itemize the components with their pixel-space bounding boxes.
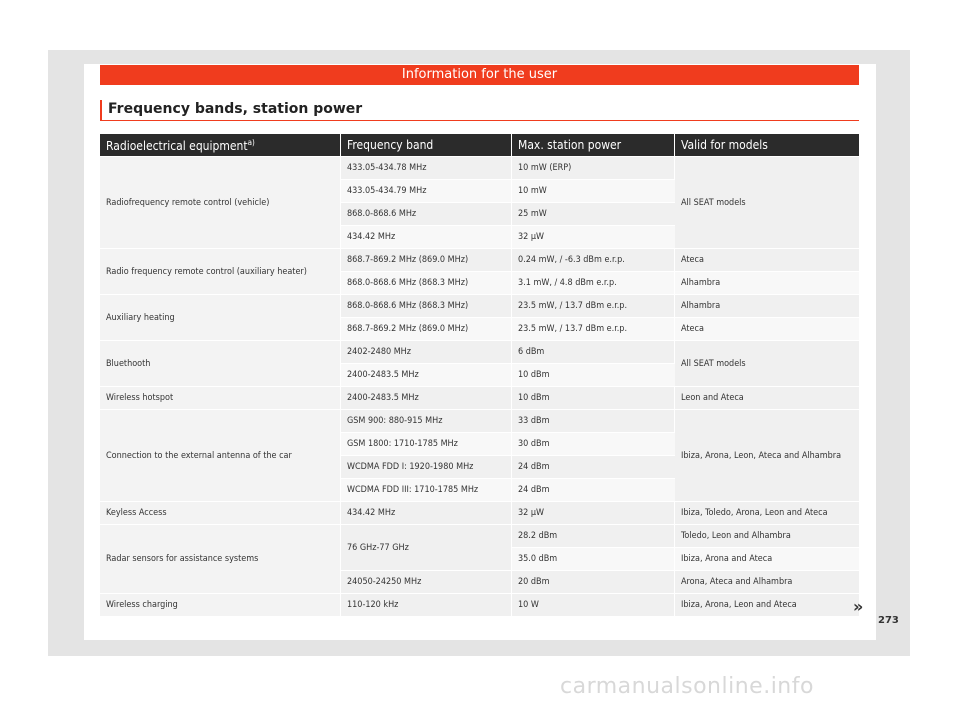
power-cell: 24 dBm [512, 479, 675, 501]
frequency-cell: WCDMA FDD III: 1710-1785 MHz [341, 479, 512, 501]
models-cell: Ibiza, Arona, Leon and Ateca [675, 594, 859, 616]
chapter-header: Information for the user [100, 65, 859, 85]
models-cell: Arona, Ateca and Alhambra [675, 571, 859, 593]
models-cell: Toledo, Leon and Alhambra [675, 525, 859, 547]
frequency-cell: 434.42 MHz [341, 502, 512, 524]
frequency-cell: 868.7-869.2 MHz (869.0 MHz) [341, 249, 512, 271]
power-cell: 10 dBm [512, 364, 675, 386]
power-cell: 10 W [512, 594, 675, 616]
power-cell: 32 µW [512, 226, 675, 248]
footnote-marker: a) [247, 137, 255, 147]
frequency-cell: 76 GHz-77 GHz [341, 525, 512, 570]
power-cell: 33 dBm [512, 410, 675, 432]
table-row [100, 295, 859, 317]
power-cell: 10 dBm [512, 387, 675, 409]
models-cell: Alhambra [675, 295, 859, 317]
frequency-cell: 24050-24250 MHz [341, 571, 512, 593]
equipment-cell: Radiofrequency remote control (vehicle) [100, 157, 341, 248]
section-marker [100, 100, 102, 120]
frequency-cell: 868.0-868.6 MHz (868.3 MHz) [341, 272, 512, 294]
double-chevron-right-icon[interactable]: » [853, 597, 864, 616]
equipment-cell: Bluethooth [100, 341, 341, 386]
power-cell: 6 dBm [512, 341, 675, 363]
frequency-cell: 868.0-868.6 MHz [341, 203, 512, 225]
power-cell: 23.5 mW, / 13.7 dBm e.r.p. [512, 318, 675, 340]
table-row [100, 502, 859, 524]
frequency-cell: WCDMA FDD I: 1920-1980 MHz [341, 456, 512, 478]
models-cell: Leon and Ateca [675, 387, 859, 409]
models-cell: Ibiza, Arona and Ateca [675, 548, 859, 570]
models-cell: Ateca [675, 318, 859, 340]
table-header-row [100, 134, 859, 156]
table-row [100, 157, 859, 179]
frequency-cell: 434.42 MHz [341, 226, 512, 248]
table-row [100, 410, 859, 432]
equipment-cell: Radar sensors for assistance systems [100, 525, 341, 593]
power-cell: 0.24 mW, / -6.3 dBm e.r.p. [512, 249, 675, 271]
frequency-cell: 2400-2483.5 MHz [341, 387, 512, 409]
power-cell: 23.5 mW, / 13.7 dBm e.r.p. [512, 295, 675, 317]
column-header-power: Max. station power [512, 134, 675, 156]
frequency-cell: 868.7-869.2 MHz (869.0 MHz) [341, 318, 512, 340]
power-cell: 35.0 dBm [512, 548, 675, 570]
equipment-cell: Wireless hotspot [100, 387, 341, 409]
frequency-cell: GSM 900: 880-915 MHz [341, 410, 512, 432]
table-body [100, 157, 859, 616]
power-cell: 28.2 dBm [512, 525, 675, 547]
section-rule [100, 120, 859, 121]
column-header-frequency: Frequency band [341, 134, 512, 156]
equipment-cell: Radio frequency remote control (auxiliary heater) [100, 249, 341, 294]
models-cell: Ibiza, Arona, Leon, Ateca and Alhambra [675, 410, 859, 501]
frequency-table [100, 133, 859, 617]
power-cell: 24 dBm [512, 456, 675, 478]
frequency-cell: GSM 1800: 1710-1785 MHz [341, 433, 512, 455]
table-row [100, 249, 859, 271]
table-row [100, 387, 859, 409]
section-title: Frequency bands, station power [108, 101, 363, 117]
column-header-models: Valid for models [675, 134, 859, 156]
models-cell: All SEAT models [675, 157, 859, 248]
frequency-cell: 433.05-434.79 MHz [341, 180, 512, 202]
frequency-cell: 433.05-434.78 MHz [341, 157, 512, 179]
power-cell: 30 dBm [512, 433, 675, 455]
frequency-cell: 2400-2483.5 MHz [341, 364, 512, 386]
page-number: 273 [878, 615, 899, 626]
models-cell: All SEAT models [675, 341, 859, 386]
equipment-cell: Wireless charging [100, 594, 341, 616]
table-row [100, 341, 859, 363]
frequency-cell: 868.0-868.6 MHz (868.3 MHz) [341, 295, 512, 317]
table-row [100, 525, 859, 547]
watermark: carmanualsonline.info [560, 674, 814, 699]
column-header-equipment: Radioelectrical equipment$^{a)}$ [100, 134, 341, 156]
table-row [100, 594, 859, 616]
frequency-cell: 110-120 kHz [341, 594, 512, 616]
power-cell: 10 mW (ERP) [512, 157, 675, 179]
models-cell: Ibiza, Toledo, Arona, Leon and Ateca [675, 502, 859, 524]
frequency-cell: 2402-2480 MHz [341, 341, 512, 363]
models-cell: Alhambra [675, 272, 859, 294]
power-cell: 25 mW [512, 203, 675, 225]
equipment-cell: Auxiliary heating [100, 295, 341, 340]
power-cell: 32 µW [512, 502, 675, 524]
power-cell: 20 dBm [512, 571, 675, 593]
power-cell: 3.1 mW, / 4.8 dBm e.r.p. [512, 272, 675, 294]
power-cell: 10 mW [512, 180, 675, 202]
models-cell: Ateca [675, 249, 859, 271]
equipment-cell: Connection to the external antenna of the car [100, 410, 341, 501]
equipment-cell: Keyless Access [100, 502, 341, 524]
